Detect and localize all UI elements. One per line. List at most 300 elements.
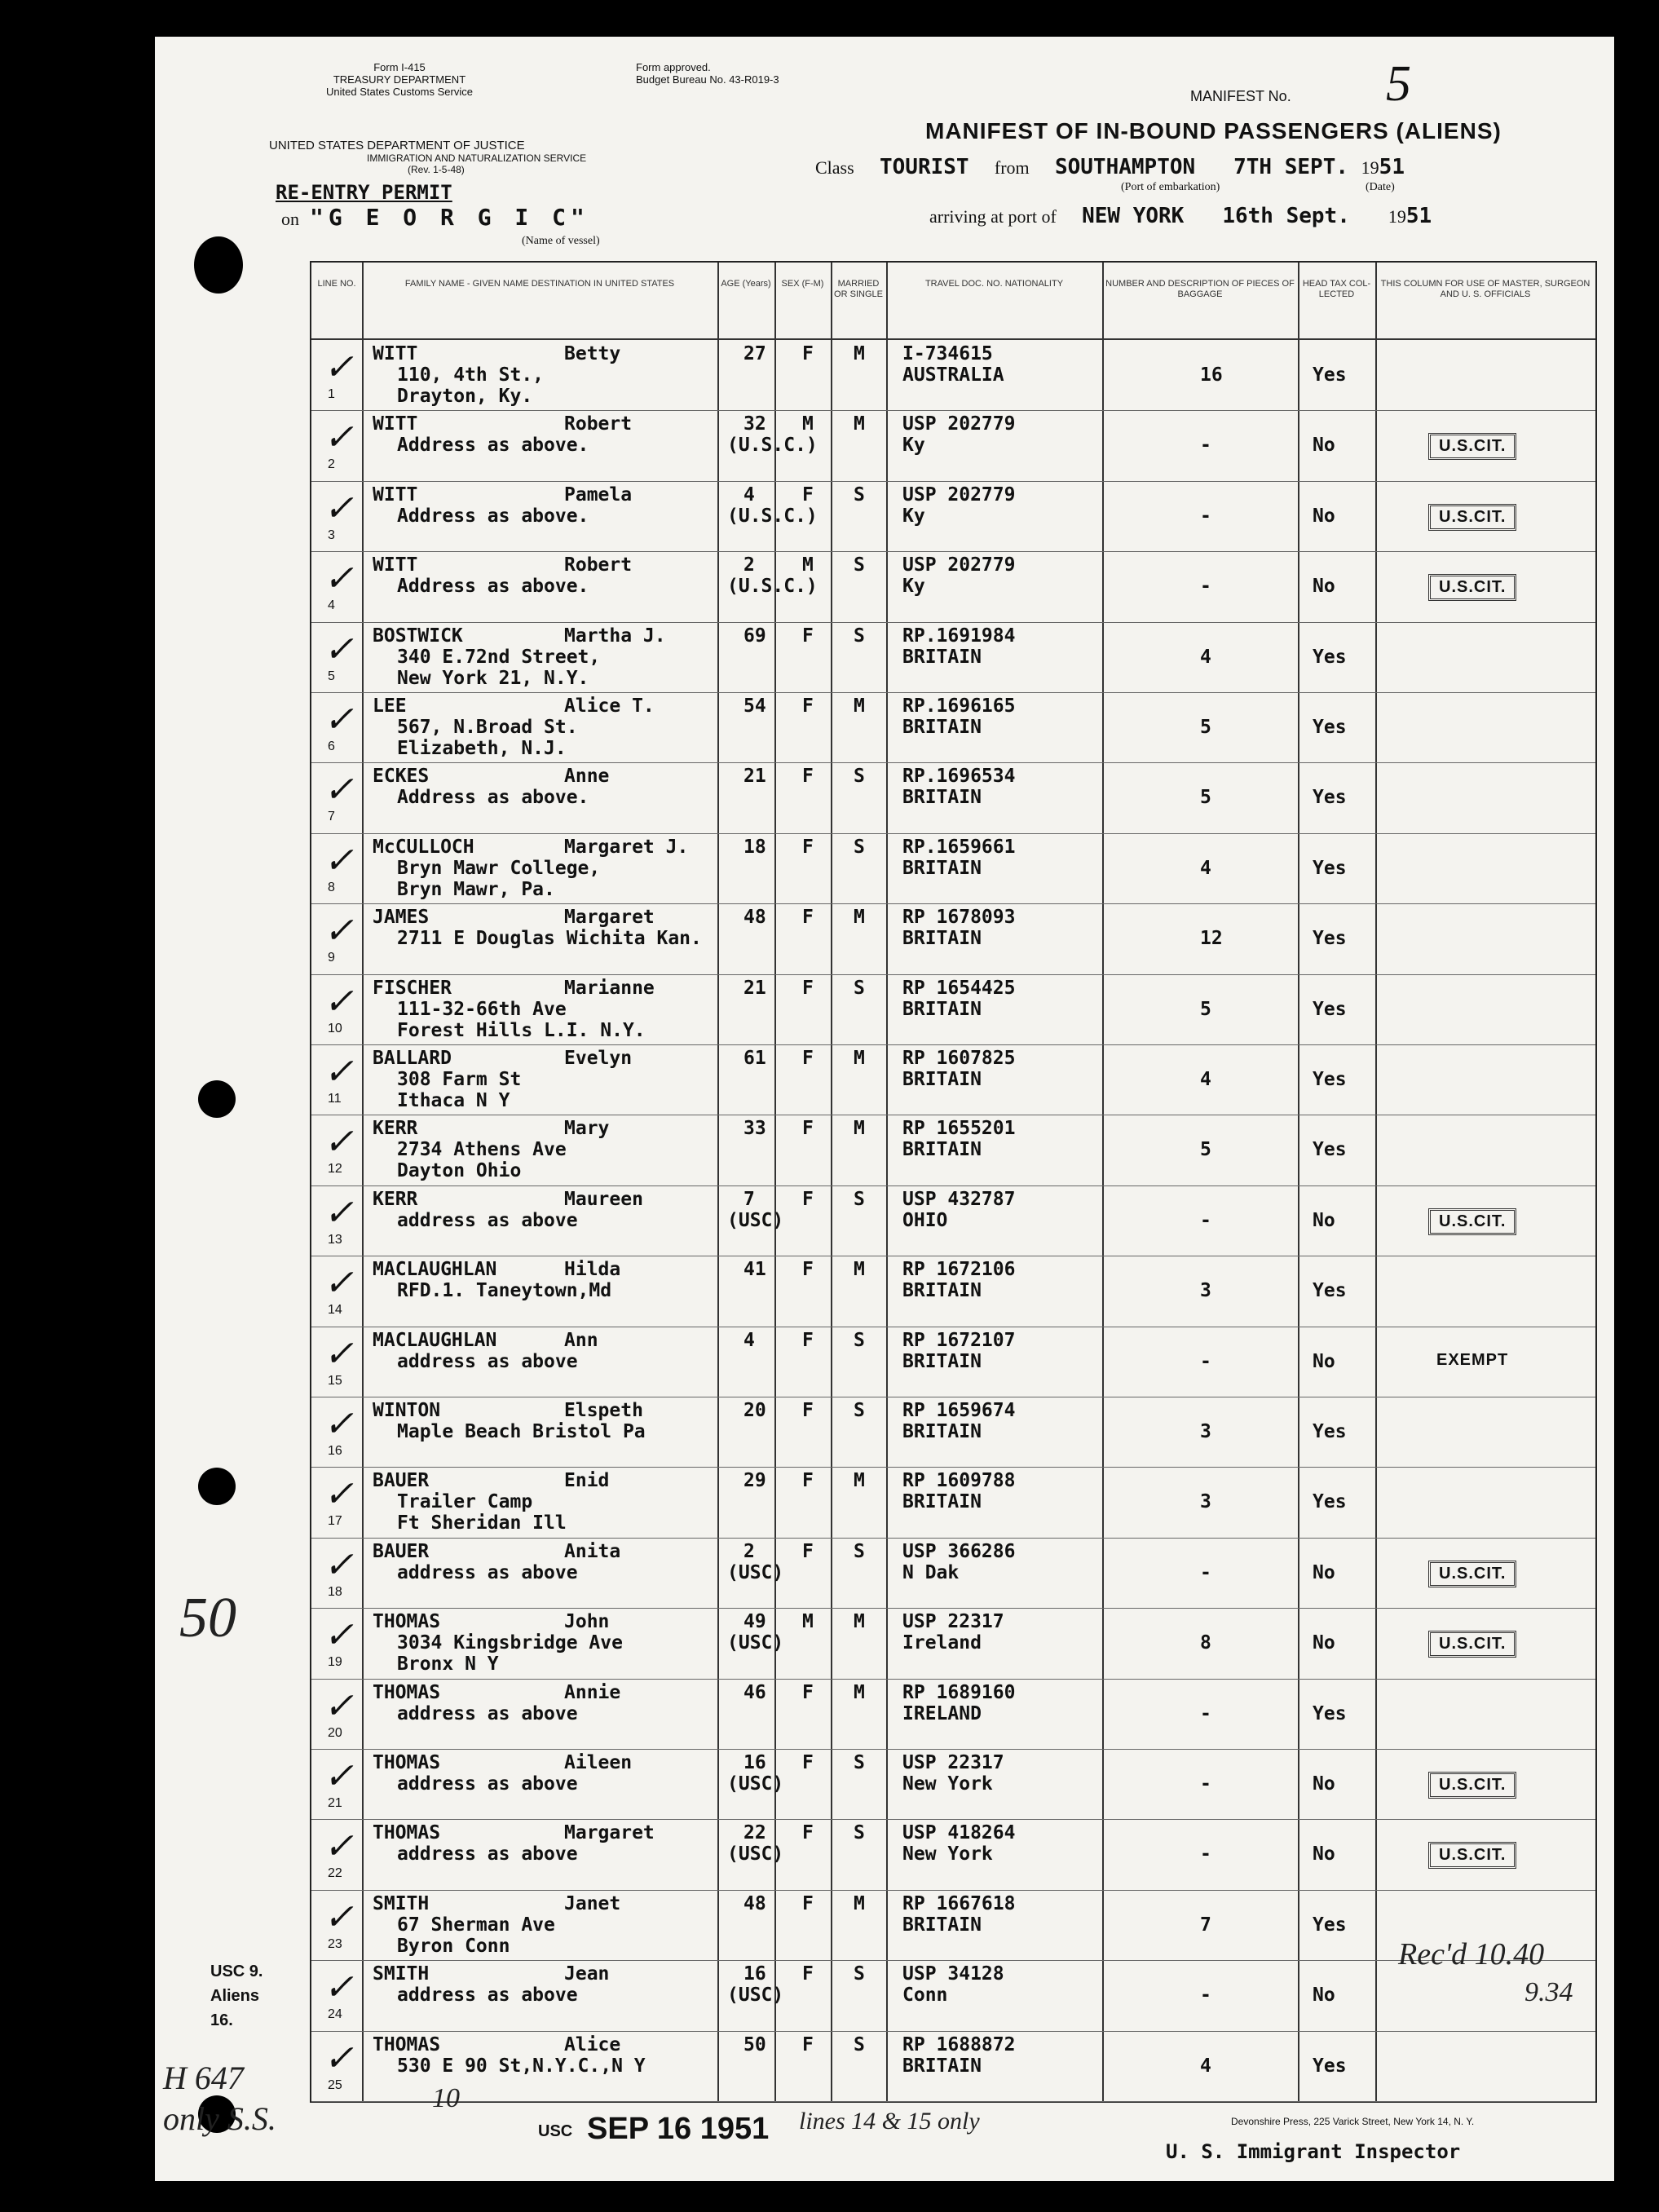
nationality: BRITAIN (902, 1491, 982, 1513)
header-sex: SEX (F-M) (774, 263, 831, 340)
family-name: THOMAS (373, 1752, 441, 1773)
sex: F (802, 625, 814, 647)
table-row (311, 762, 1595, 832)
nationality: Ky (902, 505, 925, 527)
line-number: 1 (328, 387, 335, 401)
head-tax: No (1313, 435, 1335, 457)
head-tax: No (1313, 1773, 1335, 1795)
marital-status: M (854, 1681, 865, 1703)
travel-doc-number: RP.1659661 (902, 836, 1016, 858)
given-name: Ann (564, 1329, 598, 1351)
baggage-count: 5 (1200, 1139, 1211, 1161)
nationality: New York (902, 1773, 993, 1795)
us-citizen-stamp: U.S.CIT. (1428, 1842, 1516, 1869)
baggage-count: - (1200, 1773, 1211, 1795)
given-name: Evelyn (564, 1048, 633, 1069)
travel-doc-number: RP 1609788 (902, 1470, 1016, 1492)
form-info-left: Form I-415 TREASURY DEPARTMENT United States Customs Service (326, 61, 473, 98)
line-number: 6 (328, 740, 335, 753)
marital-status: S (854, 625, 865, 647)
age: 48 (743, 1892, 766, 1914)
head-tax: Yes (1313, 1069, 1347, 1090)
sex: F (802, 1963, 814, 1985)
table-row (311, 1397, 1595, 1467)
check-mark-icon: ✓ (324, 2038, 354, 2078)
head-tax: Yes (1313, 1914, 1347, 1936)
head-tax: No (1313, 1632, 1335, 1654)
family-name: FISCHER (373, 977, 452, 999)
age: 41 (743, 1259, 766, 1281)
family-name: THOMAS (373, 1822, 441, 1844)
nationality: BRITAIN (902, 2055, 982, 2077)
head-tax: Yes (1313, 787, 1347, 809)
marital-status: M (854, 343, 865, 364)
sex: F (802, 1259, 814, 1281)
marital-status: S (854, 1188, 865, 1210)
table-row (311, 1115, 1595, 1185)
baggage-count: 7 (1200, 1914, 1211, 1936)
address-line-2: Elizabeth, N.J. (397, 738, 567, 759)
baggage-count: 12 (1200, 928, 1223, 950)
marital-status: S (854, 836, 865, 858)
marital-status: M (854, 907, 865, 929)
baggage-count: 5 (1200, 717, 1211, 738)
address-line-1: Address as above. (397, 435, 589, 457)
header-line: LINE NO. (311, 263, 362, 340)
header-official-use: THIS COLUMN FOR USE OF MASTER, SURGEON AND U. S. OFFICIALS (1375, 263, 1595, 340)
nationality: BRITAIN (902, 928, 982, 950)
line-number: 24 (328, 2007, 342, 2022)
address-line-1: Bryn Mawr College, (397, 857, 601, 879)
given-name: Mary (564, 1118, 610, 1140)
baggage-count: 5 (1200, 998, 1211, 1020)
travel-doc-number: RP 1672106 (902, 1259, 1016, 1281)
line-number: 3 (328, 528, 335, 542)
nationality: BRITAIN (902, 717, 982, 738)
travel-doc-number: I-734615 (902, 343, 993, 364)
marital-status: M (854, 1892, 865, 1914)
sex: F (802, 1188, 814, 1210)
baggage-count: 3 (1200, 1491, 1211, 1513)
travel-doc-number: USP 202779 (902, 554, 1016, 576)
travel-doc-number: RP.1691984 (902, 625, 1016, 647)
family-name: SMITH (373, 1892, 430, 1914)
line-number: 21 (328, 1796, 342, 1810)
check-mark-icon: ✓ (324, 1967, 354, 2008)
table-row (311, 974, 1595, 1044)
usc-note: (USC) (727, 1561, 784, 1583)
marital-status: M (854, 1118, 865, 1140)
family-name: SMITH (373, 1963, 430, 1985)
address-line-1: Address as above. (397, 576, 589, 598)
baggage-count: 4 (1200, 646, 1211, 668)
line-number: 22 (328, 1866, 342, 1881)
given-name: Pamela (564, 483, 633, 506)
age: 16 (743, 1963, 766, 1985)
given-name: Anne (564, 766, 610, 788)
head-tax: Yes (1313, 998, 1347, 1020)
check-mark-icon: ✓ (324, 417, 354, 458)
given-name: Alice (564, 2033, 621, 2055)
address-line-1: Maple Beach Bristol Pa (397, 1421, 646, 1442)
family-name: WITT (373, 343, 418, 364)
table-row (311, 2031, 1595, 2101)
family-name: WITT (373, 554, 418, 576)
us-citizen-stamp: U.S.CIT. (1428, 574, 1516, 601)
line-number: 12 (328, 1162, 342, 1177)
given-name: Margaret J. (564, 836, 689, 858)
address-line-1: 67 Sherman Ave (397, 1914, 555, 1936)
family-name: BALLARD (373, 1048, 452, 1069)
travel-doc-number: RP 1678093 (902, 907, 1016, 929)
head-tax: No (1313, 576, 1335, 598)
age: 4 (743, 483, 755, 506)
family-name: THOMAS (373, 1681, 441, 1703)
table-row (311, 692, 1595, 762)
nationality: OHIO (902, 1209, 948, 1231)
manifest-no-value: 5 (1386, 56, 1411, 112)
sex: F (802, 2033, 814, 2055)
header-head-tax: HEAD TAX COL-LECTED (1298, 263, 1375, 340)
baggage-count: 4 (1200, 857, 1211, 879)
travel-doc-number: USP 202779 (902, 483, 1016, 506)
baggage-count: 5 (1200, 787, 1211, 809)
nationality: BRITAIN (902, 1421, 982, 1442)
marital-status: M (854, 1470, 865, 1492)
travel-doc-number: RP 1688872 (902, 2033, 1016, 2055)
family-name: MACLAUGHLAN (373, 1259, 497, 1281)
handwritten-amount: 10 (432, 2083, 460, 2113)
nationality: N Dak (902, 1561, 960, 1583)
given-name: Martha J. (564, 625, 666, 647)
family-name: THOMAS (373, 2033, 441, 2055)
line-number: 5 (328, 669, 335, 683)
head-tax: Yes (1313, 1491, 1347, 1513)
travel-doc-number: RP 1659674 (902, 1400, 1016, 1421)
address-line-1: 111-32-66th Ave (397, 998, 567, 1020)
nationality: Conn (902, 1985, 948, 2007)
marital-status: M (854, 413, 865, 435)
given-name: John (564, 1611, 610, 1633)
given-name: Elspeth (564, 1400, 643, 1421)
family-name: BOSTWICK (373, 625, 463, 647)
punch-hole (194, 236, 243, 294)
inspector-signature-label: U. S. Immigrant Inspector (1166, 2140, 1461, 2163)
age: 27 (743, 343, 766, 364)
embarkation-port: SOUTHAMPTON (1054, 155, 1196, 179)
age: 20 (743, 1400, 766, 1421)
table-row (311, 1679, 1595, 1749)
baggage-count: - (1200, 1561, 1211, 1583)
marital-status: M (854, 1259, 865, 1281)
age: 18 (743, 836, 766, 858)
line-number: 13 (328, 1232, 342, 1247)
age: 69 (743, 625, 766, 647)
baggage-count: - (1200, 1702, 1211, 1724)
family-name: WITT (373, 413, 418, 435)
marital-status: S (854, 1540, 865, 1562)
check-mark-icon: ✓ (324, 981, 354, 1022)
usc-note: (U.S.C.) (727, 576, 818, 598)
usc-note: (U.S.C.) (727, 435, 818, 457)
sex: F (802, 977, 814, 999)
baggage-count: 3 (1200, 1280, 1211, 1302)
given-name: Robert (564, 413, 633, 435)
given-name: Aileen (564, 1752, 633, 1773)
class-line: Class TOURIST from SOUTHAMPTON 7TH SEPT. 1951 (815, 155, 1405, 179)
table-row (311, 481, 1595, 551)
travel-doc-number: USP 22317 (902, 1611, 1004, 1633)
address-line-1: 340 E.72nd Street, (397, 646, 601, 668)
marital-status: S (854, 1329, 865, 1351)
address-line-1: 3034 Kingsbridge Ave (397, 1632, 623, 1654)
baggage-count: 16 (1200, 364, 1223, 386)
baggage-count: - (1200, 435, 1211, 457)
nationality: BRITAIN (902, 787, 982, 809)
baggage-count: - (1200, 1843, 1211, 1865)
family-name: THOMAS (373, 1611, 441, 1633)
travel-doc-number: RP.1696534 (902, 766, 1016, 788)
sex: F (802, 695, 814, 717)
nationality: BRITAIN (902, 1914, 982, 1936)
sex: M (802, 413, 814, 435)
head-tax: Yes (1313, 2055, 1347, 2077)
check-mark-icon: ✓ (324, 1615, 354, 1656)
age: 4 (743, 1329, 755, 1351)
check-mark-icon: ✓ (324, 1333, 354, 1374)
travel-doc-number: USP 366286 (902, 1540, 1016, 1562)
given-name: Robert (564, 554, 633, 576)
address-line-2: New York 21, N.Y. (397, 667, 589, 689)
table-row (311, 1608, 1595, 1678)
family-name: LEE (373, 695, 407, 717)
age: 33 (743, 1118, 766, 1140)
head-tax: Yes (1313, 717, 1347, 738)
nationality: BRITAIN (902, 646, 982, 668)
table-row (311, 903, 1595, 974)
usc-note: (USC) (727, 1843, 784, 1865)
check-mark-icon: ✓ (324, 770, 354, 810)
table-row (311, 1819, 1595, 1889)
travel-doc-number: USP 22317 (902, 1752, 1004, 1773)
check-mark-icon: ✓ (324, 700, 354, 740)
margin-number: 50 (179, 1587, 236, 1649)
baggage-count: - (1200, 1209, 1211, 1231)
check-mark-icon: ✓ (324, 1052, 354, 1092)
family-name: WITT (373, 483, 418, 506)
line-number: 14 (328, 1303, 342, 1318)
sex: F (802, 483, 814, 506)
check-mark-icon: ✓ (324, 347, 354, 387)
nationality: New York (902, 1843, 993, 1865)
family-name: KERR (373, 1188, 418, 1210)
ship-sublabel: (Name of vessel) (522, 235, 600, 247)
header-name: FAMILY NAME - GIVEN NAME DESTINATION IN UNITED STATES (362, 263, 717, 340)
sex: F (802, 1400, 814, 1421)
nationality: BRITAIN (902, 1280, 982, 1302)
age: 54 (743, 695, 766, 717)
address-line-1: 110, 4th St., (397, 364, 545, 386)
age: 61 (743, 1048, 766, 1069)
head-tax: No (1313, 1985, 1335, 2007)
address-line-1: Address as above. (397, 505, 589, 527)
line-number: 9 (328, 951, 335, 965)
usc-note: (U.S.C.) (727, 505, 818, 527)
line-number: 8 (328, 880, 335, 894)
date-stamp: SEP 16 1951 (587, 2112, 770, 2146)
head-tax: Yes (1313, 364, 1347, 386)
line-number: 25 (328, 2077, 342, 2092)
address-line-2: Dayton Ohio (397, 1160, 522, 1182)
age: 46 (743, 1681, 766, 1703)
address-line-2: Byron Conn (397, 1935, 510, 1957)
head-tax: No (1313, 1561, 1335, 1583)
address-line-1: address as above (397, 1209, 578, 1231)
handwritten-note: lines 14 & 15 only (799, 2108, 980, 2135)
nationality: IRELAND (902, 1702, 982, 1724)
age: 21 (743, 977, 766, 999)
travel-doc-number: USP 202779 (902, 413, 1016, 435)
travel-doc-number: USP 418264 (902, 1822, 1016, 1844)
form-info-right: Form approved. Budget Bureau No. 43-R019-3 (636, 61, 779, 86)
baggage-count: 4 (1200, 2055, 1211, 2077)
table-row (311, 1749, 1595, 1819)
header-marital: MARRIED OR SINGLE (831, 263, 886, 340)
address-line-1: address as above (397, 1350, 578, 1372)
baggage-count: - (1200, 1985, 1211, 2007)
given-name: Janet (564, 1892, 621, 1914)
marital-status: S (854, 766, 865, 788)
travel-doc-number: RP 1672107 (902, 1329, 1016, 1351)
line-number: 10 (328, 1021, 342, 1035)
given-name: Maureen (564, 1188, 643, 1210)
age: 2 (743, 554, 755, 576)
family-name: MACLAUGHLAN (373, 1329, 497, 1351)
sex: F (802, 766, 814, 788)
table-row (311, 833, 1595, 903)
age: 21 (743, 766, 766, 788)
sex: F (802, 1892, 814, 1914)
check-mark-icon: ✓ (324, 629, 354, 669)
address-line-1: Address as above. (397, 787, 589, 809)
age: 29 (743, 1470, 766, 1492)
check-mark-icon: ✓ (324, 1122, 354, 1163)
address-line-1: 308 Farm St (397, 1069, 522, 1090)
us-citizen-stamp: U.S.CIT. (1428, 1631, 1516, 1658)
usc-note: (USC) (727, 1632, 784, 1654)
line-number: 18 (328, 1584, 342, 1599)
marital-status: S (854, 554, 865, 576)
exempt-stamp: EXEMPT (1436, 1350, 1509, 1369)
check-mark-icon: ✓ (324, 1263, 354, 1304)
head-tax: No (1313, 1843, 1335, 1865)
check-mark-icon: ✓ (324, 840, 354, 881)
page-title: MANIFEST OF IN-BOUND PASSENGERS (ALIENS) (925, 118, 1502, 143)
address-line-1: address as above (397, 1702, 578, 1724)
travel-doc-number: USP 432787 (902, 1188, 1016, 1210)
line-number: 23 (328, 1936, 342, 1951)
check-mark-icon: ✓ (324, 1474, 354, 1515)
given-name: Margaret (564, 907, 655, 929)
given-name: Jean (564, 1963, 610, 1985)
class-value: TOURIST (880, 155, 969, 179)
sex: F (802, 1540, 814, 1562)
usc-note: (USC) (727, 1209, 784, 1231)
head-tax: Yes (1313, 646, 1347, 668)
given-name: Annie (564, 1681, 621, 1703)
baggage-count: 3 (1200, 1421, 1211, 1442)
table-row (311, 1044, 1595, 1115)
nationality: Ky (902, 576, 925, 598)
age: 32 (743, 413, 766, 435)
given-name: Betty (564, 343, 621, 364)
nationality: AUSTRALIA (902, 364, 1004, 386)
age: 48 (743, 907, 766, 929)
sex: F (802, 1470, 814, 1492)
line-number: 20 (328, 1725, 342, 1740)
us-citizen-stamp: U.S.CIT. (1428, 1772, 1516, 1799)
table-row (311, 410, 1595, 480)
table-row (311, 1185, 1595, 1256)
sex: F (802, 1752, 814, 1773)
departure-date: 7TH SEPT. (1233, 155, 1349, 179)
head-tax: No (1313, 505, 1335, 527)
line-number: 19 (328, 1655, 342, 1670)
check-mark-icon: ✓ (324, 1685, 354, 1726)
address-line-1: address as above (397, 1561, 578, 1583)
address-line-1: 530 E 90 St,N.Y.C.,N Y (397, 2055, 646, 2077)
punch-hole (198, 1468, 236, 1505)
punch-hole (198, 1080, 236, 1118)
sex: F (802, 1822, 814, 1844)
marital-status: S (854, 1963, 865, 1985)
baggage-count: 4 (1200, 1069, 1211, 1090)
printer-imprint: Devonshire Press, 225 Varick Street, New York 14, N. Y. (1231, 2116, 1475, 2127)
age: 50 (743, 2033, 766, 2055)
family-name: BAUER (373, 1470, 430, 1492)
line-number: 15 (328, 1373, 342, 1388)
table-row (311, 551, 1595, 621)
head-tax: Yes (1313, 1702, 1347, 1724)
age: 2 (743, 1540, 755, 1562)
given-name: Marianne (564, 977, 655, 999)
nationality: BRITAIN (902, 1350, 982, 1372)
handwritten-note: H 647 (163, 2060, 244, 2096)
travel-doc-number: RP 1667618 (902, 1892, 1016, 1914)
usc-count: USC 9. (210, 1963, 263, 1980)
family-name: WINTON (373, 1400, 441, 1421)
header-travel-doc: TRAVEL DOC. NO. NATIONALITY (886, 263, 1102, 340)
address-line-2: Forest Hills L.I. N.Y. (397, 1019, 646, 1041)
given-name: Alice T. (564, 695, 655, 717)
footer-usc: USC (538, 2122, 573, 2140)
marital-status: M (854, 1611, 865, 1633)
sex: M (802, 1611, 814, 1633)
check-mark-icon: ✓ (324, 1192, 354, 1233)
address-line-1: 2734 Athens Ave (397, 1139, 567, 1161)
travel-doc-number: USP 34128 (902, 1963, 1004, 1985)
us-citizen-stamp: U.S.CIT. (1428, 433, 1516, 460)
marital-status: S (854, 2033, 865, 2055)
line-number: 2 (328, 457, 335, 472)
baggage-count: - (1200, 1350, 1211, 1372)
nationality: BRITAIN (902, 998, 982, 1020)
usc-note: (USC) (727, 1985, 784, 2007)
sex: F (802, 907, 814, 929)
head-tax: Yes (1313, 1421, 1347, 1442)
address-line-2: Ithaca N Y (397, 1090, 510, 1111)
nationality: BRITAIN (902, 857, 982, 879)
